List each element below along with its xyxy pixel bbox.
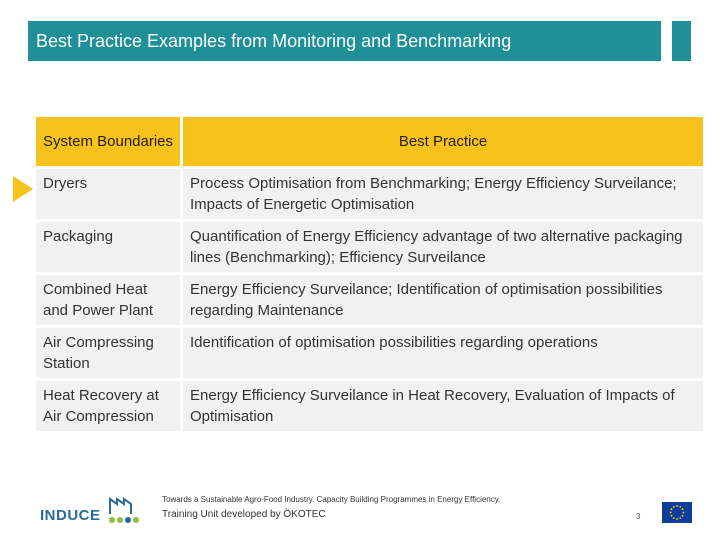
practice-cell: Identification of optimisation possibilities regarding operations	[183, 325, 703, 378]
induce-logo	[40, 496, 160, 526]
table-row	[36, 272, 703, 325]
header-best-practice: Best Practice	[183, 117, 703, 166]
system-cell: Heat Recovery at Air Compression	[36, 378, 183, 431]
row-marker-triangle-icon	[13, 176, 33, 202]
system-cell: Packaging	[36, 219, 183, 272]
practice-cell: Energy Efficiency Surveilance in Heat Recovery, Evaluation of Impacts of Optimisation	[183, 378, 703, 431]
best-practice-table	[36, 117, 703, 431]
title-accent-bar	[672, 21, 691, 61]
table-row	[36, 378, 703, 431]
system-cell: Dryers	[36, 166, 183, 219]
practice-cell: Process Optimisation from Benchmarking; Energy Efficiency Surveilance; Impacts of Energetic Optimisation	[183, 166, 703, 219]
logo-text: INDUCE	[40, 507, 101, 524]
footer-project-line: Towards a Sustainable Agro-Food Industry. Capacity Building Programmes in Energy Efficiency.	[162, 495, 501, 504]
footer-author-line: Training Unit developed by ÖKOTEC	[162, 509, 326, 520]
header-system-boundaries: System Boundaries	[36, 117, 183, 166]
system-cell: Combined Heat and Power Plant	[36, 272, 183, 325]
eu-flag-icon	[662, 502, 692, 523]
slide-title: Best Practice Examples from Monitoring and Benchmarking	[28, 21, 661, 61]
table-row	[36, 166, 703, 219]
table-row	[36, 219, 703, 272]
practice-cell: Energy Efficiency Surveilance; Identification of optimisation possibilities regarding Maintenance	[183, 272, 703, 325]
factory-icon	[108, 496, 162, 526]
system-cell: Air Compressing Station	[36, 325, 183, 378]
page-number: 3	[636, 512, 641, 521]
practice-cell: Quantification of Energy Efficiency advantage of two alternative packaging lines (Benchmarking); Efficiency Surveilance	[183, 219, 703, 272]
table-header-row	[36, 117, 703, 166]
table-row	[36, 325, 703, 378]
